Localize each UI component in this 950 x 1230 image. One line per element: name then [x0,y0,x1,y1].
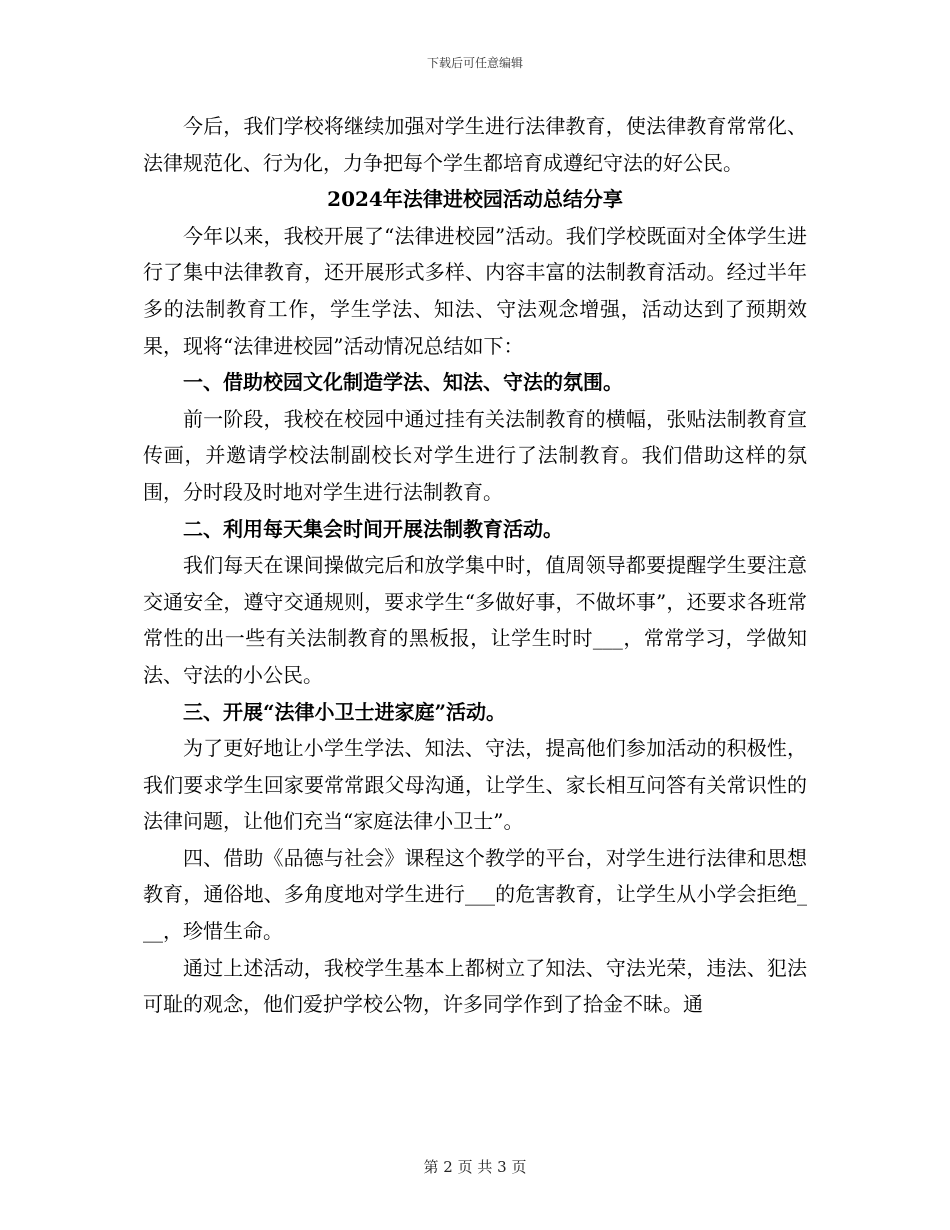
closing-paragraph: 通过上述活动，我校学生基本上都树立了知法、守法光荣，违法、犯法可耻的观念，他们爱护学校公物，许多同学作到了拾金不昧。通 [143,955,807,1017]
section-1-heading: 一、借助校园文化制造学法、知法、守法的氛围。 [183,370,623,395]
section-2-heading: 二、利用每天集会时间开展法制教育活动。 [183,516,563,541]
section-3-heading: 三、开展“法律小卫士进家庭”活动。 [183,699,507,724]
section-2-body: 我们每天在课间操做完后和放学集中时，值周领导都要提醒学生要注意交通安全，遵守交通规则，要求学生“多做好事，不做坏事”，还要求各班常常性的出一些有关法制教育的黑板报，让学生时时___，常常学习，学做知法、守法的小公民。 [143,553,807,687]
section-4-paragraph: 四、借助《品德与社会》课程这个教学的平台，对学生进行法律和思想教育，通俗地、多角度地对学生进行___的危害教育，让学生从小学会拒绝___，珍惜生命。 [143,845,807,944]
document-title: 2024年法律进校园活动总结分享 [327,187,623,212]
page-header-note: 下载后可任意编辑 [426,56,523,70]
document-body [143,108,807,1023]
opening-paragraph: 今年以来，我校开展了“法律进校园”活动。我们学校既面对全体学生进行了集中法律教育，还开展形式多样、内容丰富的法制教育活动。经过半年多的法制教育工作，学生学法、知法、守法观念增强，活动达到了预期效果，现将“法律进校园”活动情况总结如下： [143,223,807,358]
page-number-footer: 第 2 页 共 3 页 [423,1158,527,1176]
section-1-body: 前一阶段，我校在校园中通过挂有关法制教育的横幅，张贴法制教育宣传画，并邀请学校法制副校长对学生进行了法制教育。我们借助这样的氛围，分时段及时地对学生进行法制教育。 [143,406,807,504]
section-3-body: 为了更好地让小学生学法、知法、守法，提高他们参加活动的积极性，我们要求学生回家要常常跟父母沟通，让学生、家长相互问答有关常识性的法律问题，让他们充当“家庭法律小卫士”。 [143,736,807,834]
intro-paragraph: 今后，我们学校将继续加强对学生进行法律教育，使法律教育常常化、法律规范化、行为化，力争把每个学生都培育成遵纪守法的好公民。 [143,114,807,175]
